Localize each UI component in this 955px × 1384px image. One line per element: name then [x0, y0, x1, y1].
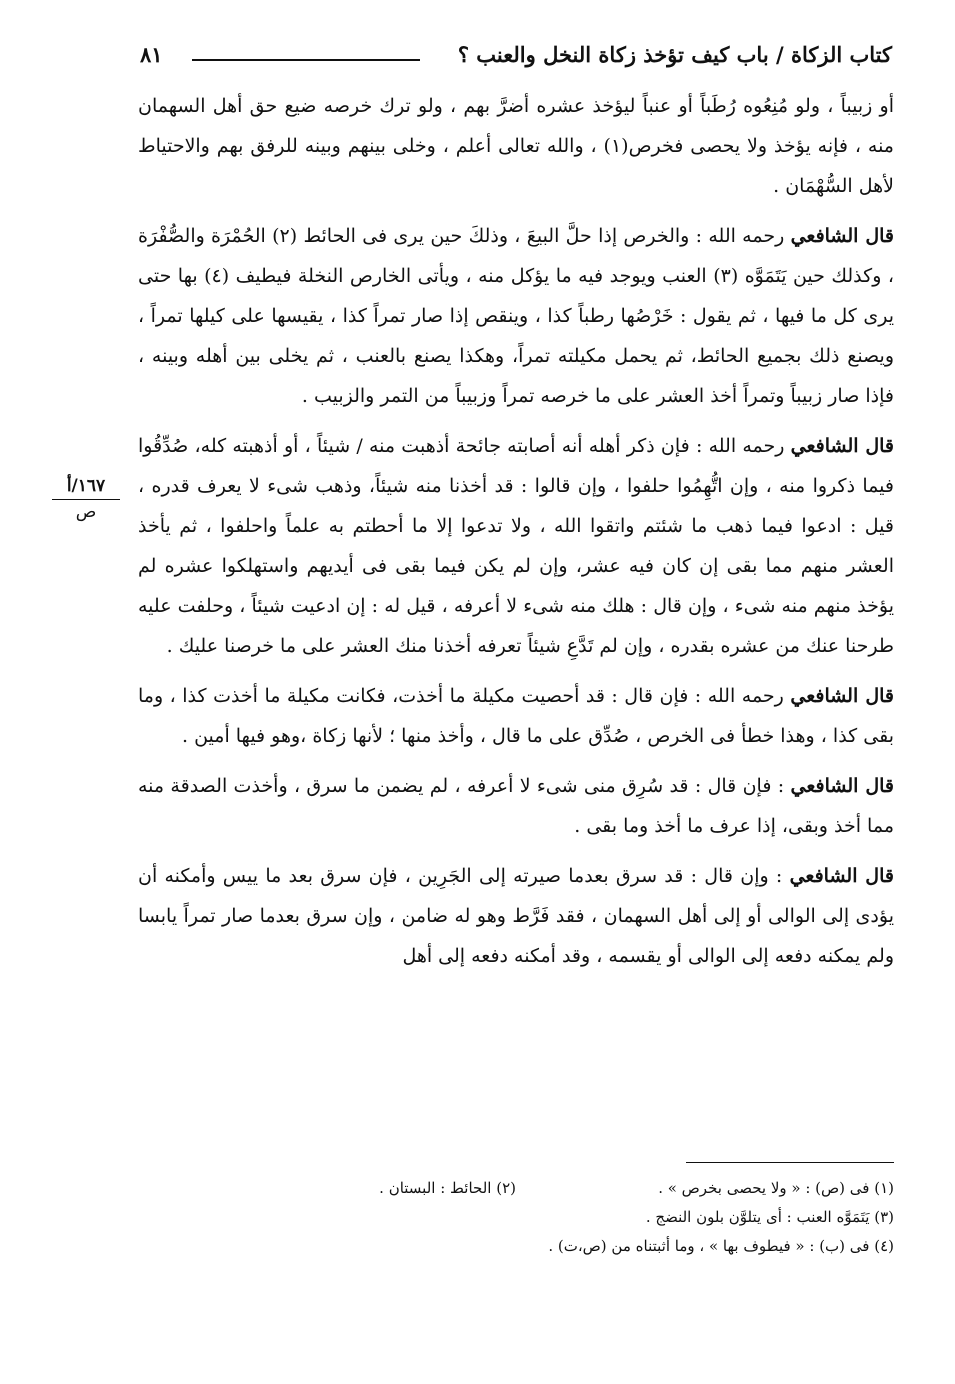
main-text [138, 86, 894, 986]
page-number: ٨١ [140, 42, 163, 67]
paragraph-text: رحمه الله : فإن ذكر أهله أنه أصابته جائحة أذهبت منه / شيئاً ، أو أذهبته كله، صُدِّقُوا فيما ذكروا منه ، وإن اتُّهِمُوا حلفوا ، وإن قالوا : قد أخذنا منه شيئاً، وذهب شىء لا يعرف قدره ، قيل : ادعوا فيما ذهب ما شئتم واتقوا الله ، ولا تدعوا إلا ما أحطتم به علماً واحلفوا ، ثم يأخذ العشر منهم مما بقى إن كان فيه عشر، وإن لم يكن فيما بقى فى أيديهم واستهلكوا عشره لم يؤخذ منهم منه شىء ، وإن قال : هلك منه شىء لا أعرفه ، قيل له : إن ادعيت شيئاً ، وحلفت عليه طرحنا عنك من عشره بقدره ، وإن لم تَدَّعِ شيئاً تعرفه أخذنا منك العشر على ما خرصنا عليك . [138, 435, 894, 657]
paragraph [138, 86, 894, 206]
footnote-row [270, 1174, 894, 1203]
margin-folio-note [52, 476, 120, 522]
footnotes [270, 1174, 894, 1261]
footnote-row [270, 1232, 894, 1261]
manuscript-siglum: ص [75, 502, 97, 522]
paragraph-text: : فإن قال : قد سُرِق منى شىء لا أعرفه ، لم يضمن ما سرق ، وأخذت الصدقة منه مما أخذ وبقى، إذا عرف ما أخذ وما بقى . [138, 775, 894, 837]
paragraph-text: : وإن قال : قد سرق بعدما صيرته إلى الجَرِين ، فإن سرق بعد ما ييس وأمكنه أن يؤدى إلى الوالى أو إلى أهل السهمان ، فقد فَرَّط وهو له ضامن ، وإن سرق بعدما صار تمراً يابسا ولم يمكنه دفعه إلى الوالى أو يقسمه ، وقد أمكنه دفعه إلى أهل [138, 865, 894, 967]
speaker: قال الشافعي [790, 435, 894, 457]
running-title: كتاب الزكاة / باب كيف تؤخذ زكاة النخل والعنب ؟ [457, 42, 892, 67]
paragraph [138, 676, 894, 756]
speaker: قال الشافعي [790, 225, 894, 247]
header-rule [192, 59, 420, 61]
folio-reference: ١٦٧/أ [52, 476, 120, 500]
paragraph [138, 766, 894, 846]
paragraph-text: أو زبيباً ، ولو مُنِعُوه رُطَباً أو عنباً ليؤخذ عشره أضرَّ بهم ، ولو ترك خرصه ضيع حق أهل السهمان منه ، فإنه يؤخذ ولا يحصى فخرص(١) ، والله تعالى أعلم ، وخلى بينهم وبينه للرفق بهم والاحتياط لأهل السُّهْمَان . [138, 95, 894, 197]
paragraph [138, 216, 894, 416]
footnote-4: (٤) فى (ب) : « فيطوف بها » ، وما أثبتناه من (ص،ت) . [548, 1237, 894, 1255]
footnote-2: (٢) الحائط : البستان . [379, 1179, 516, 1197]
footnote-3: (٣) يَتَمَوَّه العنب : أى يتلوَّن بلون النضج . [645, 1208, 894, 1226]
footnote-row [270, 1203, 894, 1232]
speaker: قال الشافعي [790, 685, 895, 707]
paragraph [138, 426, 894, 666]
speaker: قال الشافعي [789, 865, 894, 887]
paragraph-text: رحمه الله : فإن قال : قد أحصيت مكيلة ما أخذت، فكانت مكيلة ما أخذت كذا ، وما بقى كذا ، وهذا خطأ فى الخرص ، صُدِّق على ما قال ، وأخذ منها ؛ لأنها زكاة ،وهو فيها أمين . [138, 685, 894, 747]
page-header [140, 40, 892, 80]
speaker: قال الشافعي [790, 775, 894, 797]
footnote-1: (١) فى (ص) : « ولا يحصى بخرص » . [658, 1179, 894, 1197]
paragraph [138, 856, 894, 976]
footnote-rule [686, 1162, 894, 1163]
paragraph-text: رحمه الله : والخرص إذا حلَّ البيعَ ، وذلكَ حين يرى فى الحائط (٢) الحُمْرَة والصُّفْرَة ، وكذلك حين يَتَمَوَّه (٣) العنب ويوجد فيه ما يؤكل منه ، ويأتى الخارص النخلة فيطيف (٤) بها حتى يرى كل ما فيها ، ثم يقول : خَرْصُها رطباً كذا ، وينقص إذا صار تمراً كذا ، يقيسها على كيلها تمراً ، ويصنع ذلك بجميع الحائط، ثم يحمل مكيلته تمراً، وهكذا يصنع بالعنب ، ثم يخلى بين أهله وبينه ، فإذا صار زبيباً وتمراً أخذ العشر على ما خرصه تمراً وزبيباً من التمر والزبيب . [138, 225, 894, 407]
